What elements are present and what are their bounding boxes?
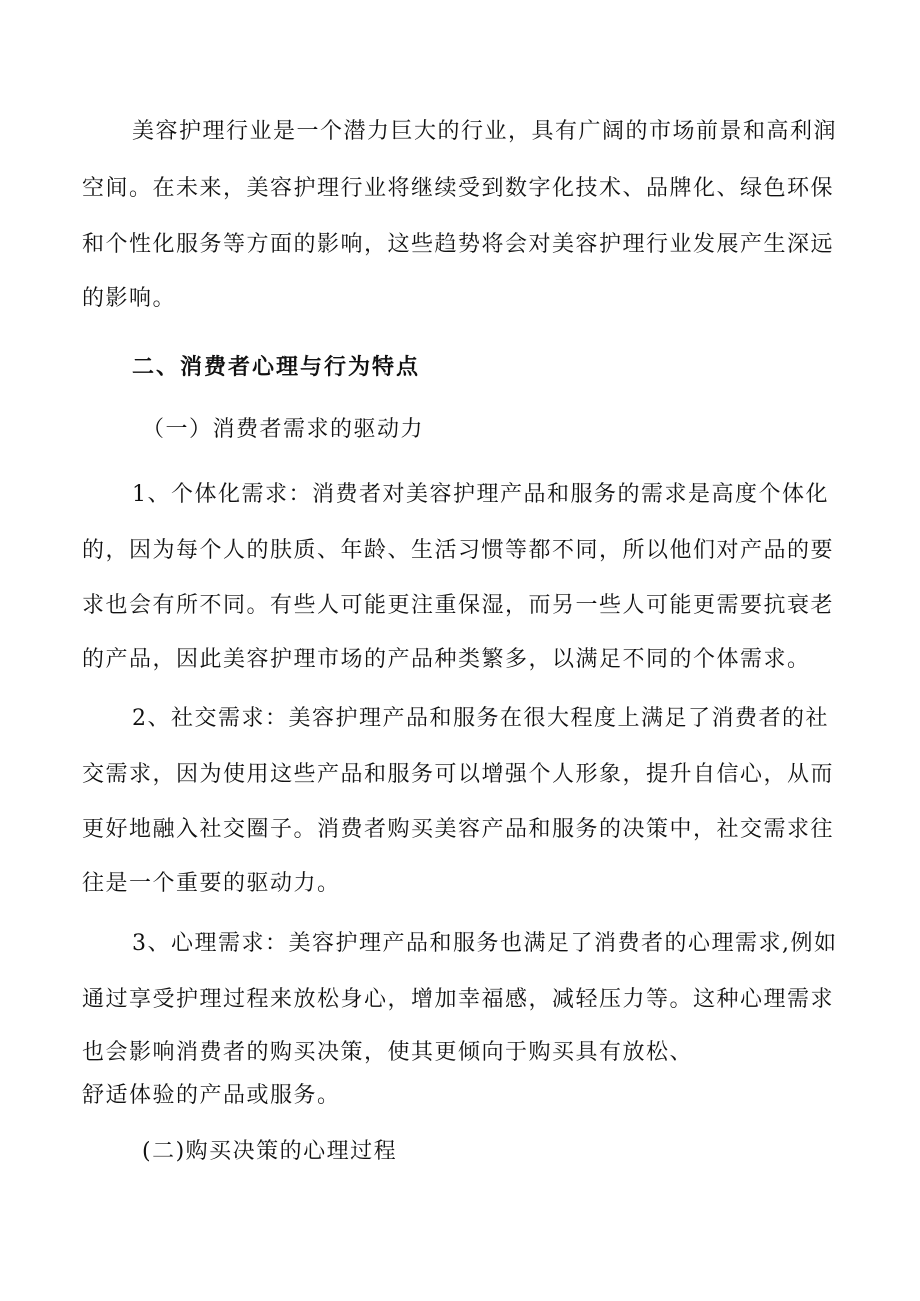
item-3-line: 通过享受护理过程来放松身心，增加幸福感，减轻压力等。这种心理需求 — [82, 987, 835, 1012]
item-3-line: 3、心理需求：美容护理产品和服务也满足了消费者的心理需求,例如 — [132, 931, 838, 956]
item-1-line: 的产品，因此美容护理市场的产品种类繁多，以满足不同的个体需求。 — [82, 647, 811, 672]
item-1-line: 1、个体化需求：消费者对美容护理产品和服务的需求是高度个体化 — [132, 482, 829, 507]
intro-paragraph-line: 美容护理行业是一个潜力巨大的行业，具有广阔的市场前景和高利润 — [132, 119, 838, 144]
item-3-line: 舒适体验的产品或服务。 — [82, 1083, 341, 1108]
item-2-line: 交需求，因为使用这些产品和服务可以增强个人形象，提升自信心，从而 — [82, 762, 835, 787]
item-2-line: 往是一个重要的驱动力。 — [82, 871, 341, 896]
item-3-line: 也会影响消费者的购买决策，使其更倾向于购买具有放松、 — [82, 1040, 694, 1065]
item-1-line: 的，因为每个人的肤质、年龄、生活习惯等都不同，所以他们对产品的要 — [82, 538, 835, 563]
item-2-line: 2、社交需求：美容护理产品和服务在很大程度上满足了消费者的社 — [132, 706, 829, 731]
item-2-line: 更好地融入社交圈子。消费者购买美容产品和服务的决策中，社交需求往 — [82, 817, 835, 842]
intro-paragraph-line: 的影响。 — [82, 286, 177, 311]
subsection-1-heading: （一）消费者需求的驱动力 — [142, 417, 425, 442]
section-heading: 二、消费者心理与行为特点 — [132, 354, 421, 380]
item-1-line: 求也会有所不同。有些人可能更注重保湿，而另一些人可能更需要抗衰老 — [82, 593, 835, 618]
subsection-2-heading: (二)购买决策的心理过程 — [142, 1139, 398, 1164]
intro-paragraph-line: 空间。在未来，美容护理行业将继续受到数字化技术、品牌化、绿色环保 — [82, 176, 835, 201]
intro-paragraph-line: 和个性化服务等方面的影响，这些趋势将会对美容护理行业发展产生深远 — [82, 232, 835, 257]
